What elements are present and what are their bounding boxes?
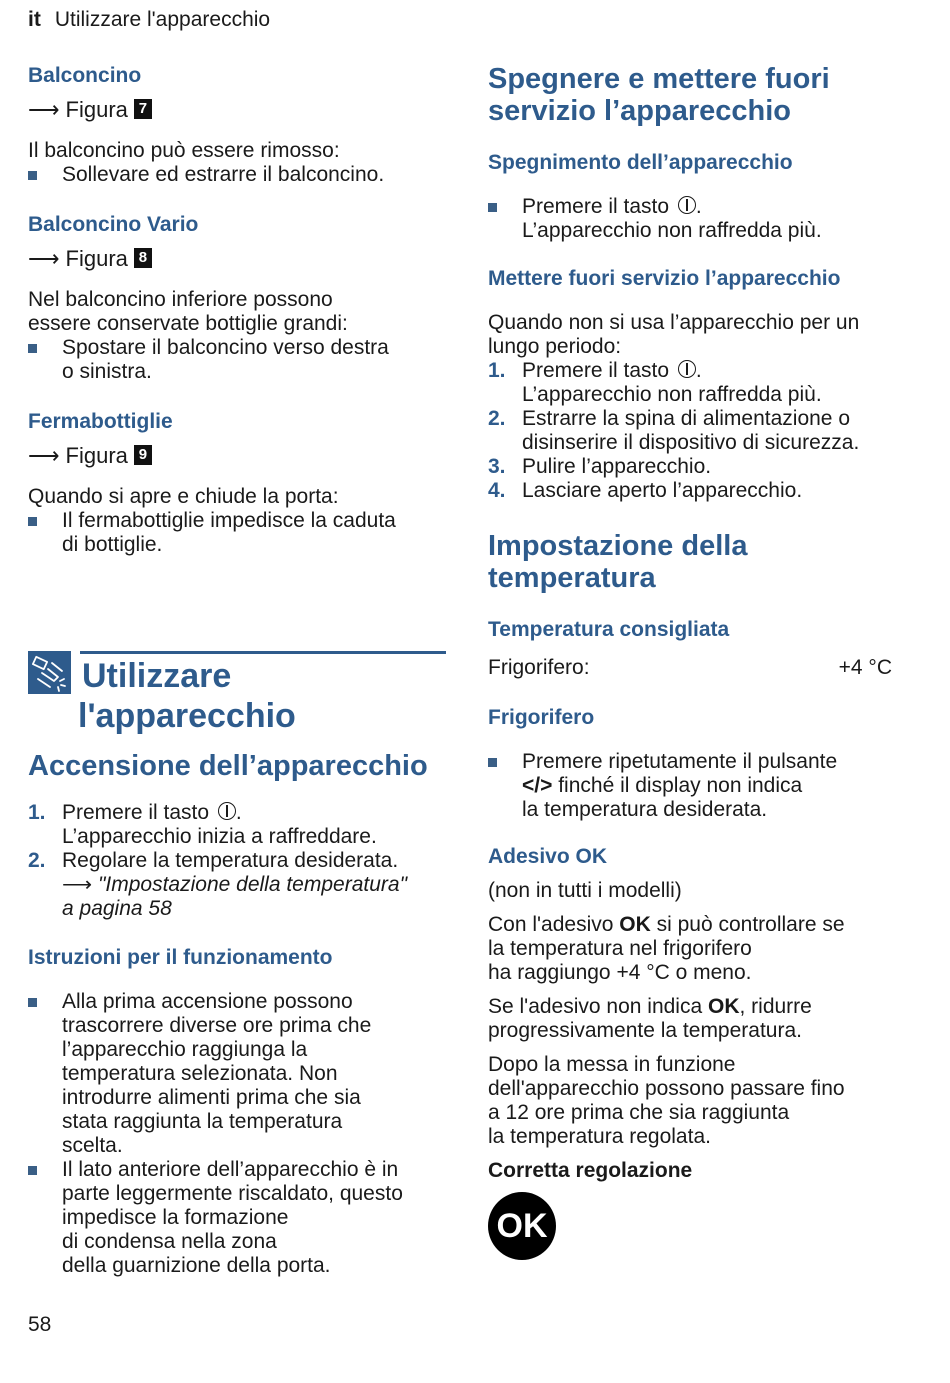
- list-item: 1. Premere il tasto . L’apparecchio inizia a raffreddare.: [28, 801, 377, 848]
- page-reference: a pagina 58: [62, 897, 172, 920]
- section-adesivo-ok: [488, 845, 918, 1183]
- bullet-icon: [488, 758, 497, 767]
- temperature-value: +4 °C: [838, 656, 892, 679]
- section-accensione: [28, 750, 458, 921]
- paragraph: Quando si apre e chiude la porta:: [28, 485, 339, 508]
- heading-impostazione: Impostazione della temperatura: [488, 530, 748, 594]
- heading-spegnere: Spegnere e mettere fuori servizio l’apparecchio: [488, 63, 830, 127]
- list-item: 2. Estrarre la spina di alimentazione o disinserire il dispositivo di sicurezza.: [488, 407, 860, 454]
- paragraph: Se l'adesivo non indica OK, ridurre progressivamente la temperatura.: [488, 995, 812, 1042]
- arrow-right-icon: ⟶: [28, 97, 60, 122]
- paragraph-line: essere conservate bottiglie grandi:: [28, 312, 348, 335]
- subheading-corretta: Corretta regolazione: [488, 1159, 693, 1182]
- figure-ref: ⟶ Figura 7: [28, 97, 448, 123]
- paragraph-line: lungo periodo:: [488, 335, 622, 358]
- section-spegnimento: [488, 151, 908, 243]
- heading-fuori-servizio: Mettere fuori servizio l’apparecchio: [488, 267, 841, 290]
- paragraph: Dopo la messa in funzione dell'apparecchio possono passare fino a 12 ore prima che sia raggiunta la temperatura regolata.: [488, 1053, 845, 1148]
- arrow-right-icon: ⟶: [62, 873, 93, 896]
- section-istruzioni: [28, 946, 458, 1278]
- figure-number: 9: [134, 445, 152, 465]
- list-item: Alla prima accensione possono trascorrere diverse ore prima che l’apparecchio raggiunga la temperatura selezionata. Non introdurre alimenti prima che sia stata raggiunta la temperatura scelta.: [28, 990, 458, 1158]
- paragraph: Con l'adesivo OK si può controllare se la temperatura nel frigorifero ha raggiungo +4 °C o meno.: [488, 913, 845, 984]
- arrow-right-icon: ⟶: [28, 246, 60, 271]
- paragraph-line: Quando non si usa l’apparecchio per un: [488, 311, 860, 334]
- bullet-icon: [28, 998, 37, 1007]
- heading-adesivo-ok: Adesivo OK: [488, 845, 608, 868]
- temperature-row: [488, 656, 898, 680]
- power-icon: [678, 360, 696, 378]
- heading-accensione: Accensione dell’apparecchio: [28, 750, 428, 782]
- section-spegnere: [488, 63, 908, 127]
- list-item: Premere il tasto . L’apparecchio non raffredda più.: [488, 195, 908, 243]
- heading-spegnimento: Spegnimento dell’apparecchio: [488, 151, 793, 174]
- heading-balconcino: Balconcino: [28, 64, 142, 87]
- section-balconcino: [28, 64, 448, 187]
- section-title: Utilizzare l'apparecchio: [78, 657, 296, 735]
- figure-ref: ⟶ Figura 8: [28, 246, 448, 272]
- heading-balconcino-vario: Balconcino Vario: [28, 213, 199, 236]
- bullet-icon: [28, 344, 37, 353]
- paragraph-line: Nel balconcino inferiore possono: [28, 288, 333, 311]
- ok-sticker-icon: OK: [488, 1192, 556, 1260]
- list-item: 1. Premere il tasto . L’apparecchio non raffredda più.: [488, 359, 822, 406]
- hand-press-icon: [28, 651, 71, 694]
- list-item: 4. Lasciare aperto l’apparecchio.: [488, 479, 803, 502]
- section-temperatura-consigliata: [488, 618, 898, 680]
- list-item: Premere ripetutamente il pulsante </> finché il display non indica la temperatura desiderata.: [488, 750, 908, 822]
- figure-number: 8: [134, 248, 152, 268]
- bullet-icon: [28, 517, 37, 526]
- heading-istruzioni: Istruzioni per il funzionamento: [28, 946, 333, 969]
- bullet-icon: [28, 1166, 37, 1175]
- temperature-button-icon: </>: [522, 774, 553, 797]
- language-code: it: [28, 8, 41, 31]
- heading-temperatura-consigliata: Temperatura consigliata: [488, 618, 730, 641]
- cross-reference-link[interactable]: "Impostazione della temperatura": [97, 873, 408, 896]
- figure-number: 7: [134, 99, 152, 119]
- section-balconcino-vario: [28, 213, 448, 384]
- bullet-icon: [488, 203, 497, 212]
- page-header: [28, 8, 270, 32]
- list-item: 3. Pulire l’apparecchio.: [488, 455, 712, 478]
- bullet-icon: [28, 171, 37, 180]
- list-item: Sollevare ed estrarre il balconcino.: [28, 163, 448, 187]
- note: (non in tutti i modelli): [488, 879, 682, 902]
- section-impostazione: [488, 530, 908, 594]
- header-title: Utilizzare l'apparecchio: [54, 8, 271, 31]
- page-number: 58: [28, 1313, 52, 1336]
- section-fermabottiglie: [28, 410, 448, 557]
- heading-frigorifero: Frigorifero: [488, 706, 595, 729]
- section-rule: [80, 651, 446, 654]
- power-icon: [218, 802, 236, 820]
- list-item: Il lato anteriore dell’apparecchio è in parte leggermente riscaldato, questo impedisce la formazione di condensa nella zona della guarnizione della porta.: [28, 1158, 458, 1278]
- list-item: Il fermabottiglie impedisce la caduta di bottiglie.: [28, 509, 448, 557]
- section-fuori-servizio: [488, 267, 918, 503]
- power-icon: [678, 196, 696, 214]
- figure-ref: ⟶ Figura 9: [28, 443, 448, 469]
- section-frigorifero: [488, 706, 908, 822]
- heading-fermabottiglie: Fermabottiglie: [28, 410, 173, 433]
- temperature-label: Frigorifero:: [488, 656, 590, 679]
- arrow-right-icon: ⟶: [28, 443, 60, 468]
- list-item: 2. Regolare la temperatura desiderata. ⟶ "Impostazione della temperatura" a pagina 58: [28, 849, 408, 920]
- paragraph: Il balconcino può essere rimosso:: [28, 139, 340, 162]
- list-item: Spostare il balconcino verso destra o sinistra.: [28, 336, 448, 384]
